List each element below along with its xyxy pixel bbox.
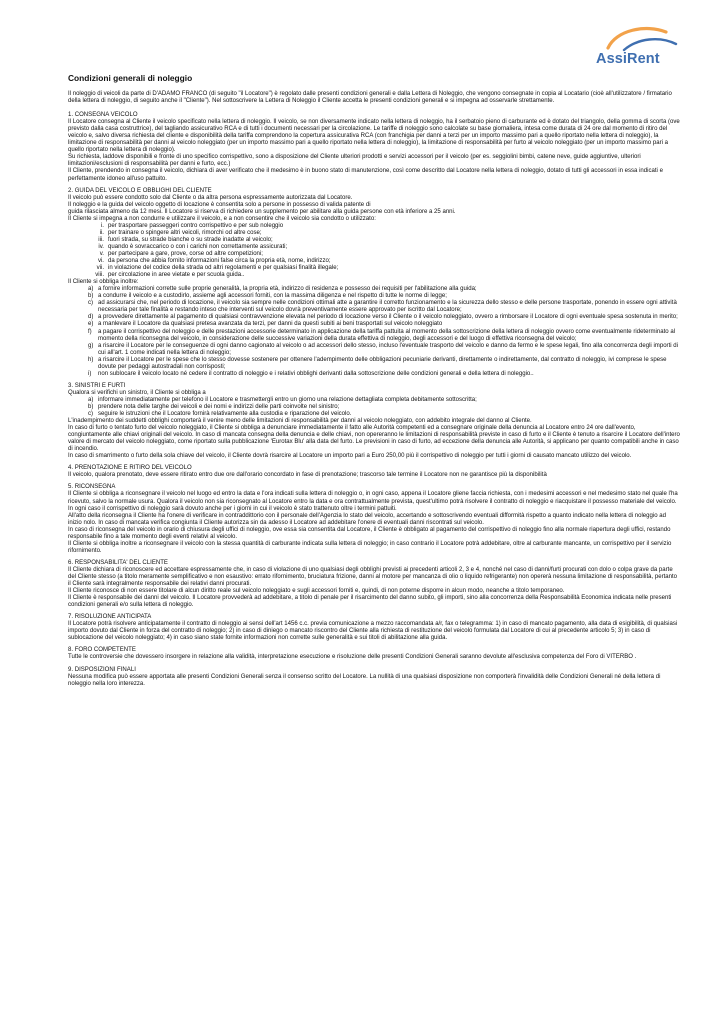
list-marker: c)	[88, 300, 94, 307]
list-text: ad assicurarsi che, nel periodo di locazione, il veicolo sia sempre nelle condizioni ottimali atte a garantire il corretto funzionamento e la sicurezza dello stesso e delle persone trasportate, ponendo in essere ogni attività necessaria per tale finalità e restando inteso che interventi sul veicolo dovrà preventivamente essere approvato per iscritto dal Locatore;	[98, 300, 677, 314]
list-text: per trasportare passeggeri contro corrispettivo e per sub noleggio	[108, 222, 284, 229]
list-item	[68, 237, 680, 244]
list-item	[68, 300, 680, 314]
list-marker: b)	[88, 293, 94, 300]
list-item	[68, 397, 680, 404]
list-marker: ii.	[99, 229, 104, 236]
list-item	[68, 404, 680, 411]
list-marker: c)	[88, 411, 94, 418]
document-body	[68, 73, 680, 688]
list-text: prendere nota delle targhe dei veicoli e dei nomi e indirizzi delle parti coinvolte nel sinistro;	[98, 403, 340, 410]
list-text: non sublocare il veicolo locato né cedere il contratto di noleggio e i relativi obblighi derivanti dalla sottoscrizione delle condizioni generali e della lettera di noleggio..	[98, 370, 534, 377]
list-text: quando è sovraccarico o con i carichi non correttamente assicurati;	[108, 243, 288, 250]
section-6-p2: Il Cliente riconosce di non essere titolare di alcun diritto reale sul veicolo noleggiato e sugli accessori forniti e, quindi, di non poterne disporre in alcun modo, neanche a titolo temporaneo.	[68, 588, 565, 595]
list-marker: viii.	[95, 272, 104, 279]
list-item	[68, 411, 680, 418]
section-4-p1: Il veicolo, qualora prenotato, deve essere ritirato entro due ore dall'orario concordato in fase di prenotazione; trascorso tale termine il Locatore non ne garantisce più la disponibilità	[68, 472, 547, 479]
section-3-p3: In caso di smarrimento o furto della sola chiave del veicolo, il Cliente dovrà risarcire al Locatore un importo pari a Euro 250,00 più il corrispettivo di noleggio per tutti i giorni di causato mancato utilizzo del veicolo.	[68, 453, 632, 460]
list-item	[68, 251, 680, 258]
list-marker: g)	[88, 342, 94, 349]
list-marker: d)	[88, 314, 94, 321]
list-text: a pagare il corrispettivo del noleggio e delle prestazioni accessorie determinato in applicazione della tariffa pattuita al momento della sottoscrizione della lettera di noleggio ovvero come eventualmente rideterminato al momento della riconsegna del veicolo, in considerazione delle successive variazioni della durata effettiva di noleggio, degli accessori e del luogo di effettiva riconsegna del veicolo;	[98, 328, 676, 342]
section-1-p1: Il Locatore consegna al Cliente il veicolo specificato nella lettera di noleggio. Il veicolo, se non diversamente indicato nella lettera di noleggio, ha il serbatoio pieno di carburante ed è dotato del triangolo, della gomma di scorta (ove previsto dalla casa costruttrice), del tagliando assicurativo RCA e di tutti i documenti necessari per la circolazione. Le tariffe di noleggio sono calcolate su base giornaliera, intesa come durata di 24 ore dal momento di ritiro del veicolo e, salvo diversa richiesta del cliente e disponibilità della tariffa comprendono la copertura assicurativa RCA (con franchigia per danni a terzi per un importo massimo pari a quello riportato nella lettera di noleggio), la limitazione di responsabilità per danni al veicolo noleggiato (per un importo massimo pari a quello riportato nella lettera di noleggio), la limitazione di responsabilità per furto al veicolo noleggiato (per un importo massimo pari a quello riportato nella lettera di noleggio).	[68, 119, 680, 154]
list-item	[68, 343, 680, 357]
list-item	[68, 329, 680, 343]
section-2-line2: Il noleggio e la guida del veicolo oggetto di locazione è consentita solo a persone in possesso di valida patente di	[68, 201, 371, 208]
list-item	[68, 293, 680, 300]
list-item	[68, 230, 680, 237]
section-4-title: 4. PRENOTAZIONE E RITIRO DEL VEICOLO	[68, 465, 192, 472]
list-item	[68, 286, 680, 293]
section-2-roman-list	[68, 223, 680, 279]
list-text: a fornire informazioni corrette sulle proprie generalità, la propria età, indirizzo di residenza e possesso dei requisiti per l'abilitazione alla guida;	[98, 286, 477, 293]
list-marker: e)	[88, 321, 94, 328]
logo-arc-blue	[624, 39, 676, 50]
list-marker: vi.	[97, 258, 104, 265]
list-item	[68, 244, 680, 251]
section-3-p2: In caso di furto o tentato furto del veicolo noleggiato, il Cliente si obbliga a denunciare immediatamente il fatto alle Autorità competenti ed a consegnare originale della denuncia al Locatore entro 24 ore dall'evento, congiuntamente alle chiavi originali del veicolo. In caso di mancata consegna della denuncia e delle chiavi, non opereranno le limitazioni di responsabilità previste in caso di furto e il Cliente è tenuto a risarcire il Locatore dell'intero valore di mercato del veicolo noleggiato, come riportato sulla pubblicazione 'Eurotax Blu' alla data del furto. Le previsioni in caso di furto, ad eccezione della denuncia alle Autorità, si applicano per quanto compatibili anche in caso di incendio.	[68, 425, 680, 453]
list-marker: v.	[99, 250, 104, 257]
section-9-p1: Nessuna modifica può essere apportata alle presenti Condizioni Generali senza il consenso scritto del Locatore. La nullità di una qualsiasi disposizione non comporterà l'invalidità delle Condizioni Generali né della lettera di noleggio nella loro interezza.	[68, 673, 661, 687]
section-2-letter-list	[68, 286, 680, 378]
section-8-p1: Tutte le controversie che dovessero insorgere in relazione alla validità, interpretazione esecuzione e risoluzione delle presenti Condizioni Generali saranno devolute all'esclusiva competenza del Foro di VITERBO .	[68, 654, 637, 661]
section-2-line1: Il veicolo può essere condotto solo dal Cliente o da altra persona espressamente autorizzata dal Locatore.	[68, 194, 353, 201]
section-1-p2: Su richiesta, laddove disponibili e fronte di uno specifico corrispettivo, sono a disposizione del Cliente ulteriori prodotti e servizi accessori per il veicolo (per es. seggiolini bimbi, catene neve, guide aggiuntive, ulteriori limitazioni/esclusioni di responsabilità per danni e furto, ecc.)	[68, 154, 641, 168]
section-5-p1: Il Cliente si obbliga a riconsegnare il veicolo nel luogo ed entro la data e l'ora indicati sulla lettera di noleggio o, in ogni caso, appena il Locatore gliene faccia richiesta, con i medesimi accessori e nel medesimo stato nel quale l'ha ricevuto, salvo la normale usura. Qualora il veicolo non sia riconsegnato al Locatore entro la data e ora contrattualmente prevista, quest'ultimo potrà risolvere il contratto di noleggio e riacquistare il possesso materiale del veicolo. In ogni caso il corrispettivo di noleggio sarà dovuto anche per i giorni in cui il veicolo è stato trattenuto oltre i termini pattuiti.	[68, 491, 678, 512]
section-3-letter-list	[68, 397, 680, 418]
section-6-p1: Il Cliente dichiara di riconoscere ed accettare espressamente che, in caso di violazione di uno qualsiasi degli obblighi previsti ai precedenti articoli 2, 3 e 4, nonché nel caso di danni/furti procurati con dolo o colpa grave da parte del Cliente stesso (a titolo meramente semplificativo e non esaustivo: errato rifornimento, bruciatura frizione, danni al motore per mancanza di olio o liquido refrigerante) non opererà nessuna limitazione di responsabilità, pertanto il Cliente sarà integralmente responsabile dei relativi danni procurati.	[68, 566, 678, 588]
list-text: seguire le istruzioni che il Locatore fornirà relativamente alla custodia e riparazione del veicolo.	[98, 411, 352, 418]
section-9-title: 9. DISPOSIZIONI FINALI	[68, 666, 136, 673]
section-2-line5: Il Cliente si obbliga inoltre:	[68, 279, 139, 286]
section-3-line1: Qualora si verifichi un sinistro, il Cliente si obbliga a	[68, 389, 206, 396]
section-7-p1: Il Locatore potrà risolvere anticipatamente il contratto di noleggio ai sensi dell'art 1456 c.c. previa comunicazione a mezzo raccomandata a/r, fax o telegramma: 1) in caso di mancato pagamento, alla data di esigibilità, di qualsiasi importo dovuto dal Cliente in forza del contratto di noleggio; 2) in caso di diniego o mancato riscontro del Cliente alla richiesta di restituzione del veicolo formulata dal Locatore di cui al precedente articolo 5; 3) in caso di sublocazione del veicolo noleggiato; 4) in caso siano state fornite informazioni non corrette sulle generalità e sui titoli di abilitazione alla guida.	[68, 621, 678, 642]
section-2-line3: guida rilasciata almeno da 12 mesi. Il Locatore si riserva di richiedere un supplemento per abilitare alla guida persone con età inferiore a 25 anni.	[68, 208, 456, 215]
list-item	[68, 223, 680, 230]
list-text: a provvedere direttamente al pagamento di qualsiasi contravvenzione elevata nel periodo di locazione verso il Cliente o il veicolo noleggiato, ovvero a rimborsare il Locatore di ogni eventuale spesa sostenuta in merito;	[98, 314, 678, 321]
list-marker: a)	[88, 396, 94, 403]
list-item	[68, 357, 680, 371]
list-text: per trainare o spingere altri veicoli, rimorchi od altre cose;	[108, 229, 262, 236]
list-item	[68, 265, 680, 272]
list-marker: b)	[88, 403, 94, 410]
section-1-p3: Il Cliente, prendendo in consegna il veicolo, dichiara di aver verificato che il medesimo è in buono stato di manutenzione, così come descritto dal Locatore nella lettera di noleggio, dotato di tutti gli accessori in essa indicati e perfettamente idoneo all'uso pattuito.	[68, 168, 663, 182]
section-3-p1: L'inadempimento dei suddetti obblighi comporterà il venire meno delle limitazioni di responsabilità per danni al veicolo noleggiato, con addebito integrale del danno al Cliente.	[68, 418, 532, 425]
list-text: a risarcire il Locatore per le spese che lo stesso dovesse sostenere per ottenere l'adempimento delle obbligazioni pecuniarie derivanti, direttamente o indirettamente, dal contratto di noleggio, ivi comprese le spese dovute per pedaggi autostradali non corrisposti;	[98, 356, 667, 370]
list-marker: a)	[88, 286, 94, 293]
list-text: da persona che abbia fornito informazioni false circa la propria età, nome, indirizzo;	[108, 258, 331, 265]
list-marker: vii.	[96, 265, 104, 272]
list-marker: h)	[88, 356, 94, 363]
list-text: informare immediatamente per telefono il Locatore e trasmettergli entro un giorno una relazione dettagliata completa debitamente sottoscritta;	[98, 396, 477, 403]
list-item	[68, 272, 680, 279]
section-5-p4: Il Cliente si obbliga inoltre a riconsegnare il veicolo con la stessa quantità di carburante indicata sulla lettera di noleggio; in caso contrario il Locatore potrà addebitare, oltre al carburante mancante, un corrispettivo per il servizio rifornimento.	[68, 540, 672, 554]
list-marker: iii.	[98, 236, 104, 243]
list-text: a risarcire il Locatore per le conseguenze di ogni danno cagionato al veicolo o ad accessori dello stesso, incluso l'eventuale trasporto del veicolo e danno da fermo e le spese legali, fino alla concorrenza degli importi di cui all'art. 1 come indicati nella lettera di noleggio;	[98, 342, 678, 356]
section-5-p2: All'atto della riconsegna il Cliente ha l'onere di verificare in contraddittorio con il personale dell'Agenzia lo stato del veicolo, accertando e sottoscrivendo eventuali difformità rispetto a quanto indicato nella lettera di noleggio ad inizio nolo. In caso di mancata verifica congiunta il Cliente autorizza sin da adesso il Locatore ad addebitare l'onere di eventuali danni riscontrati sul veicolo.	[68, 512, 666, 526]
list-text: a condurre il veicolo e a custodirlo, assieme agli accessori forniti, con la massima diligenza e nel rispetto di tutte le norme di legge;	[98, 293, 447, 300]
list-text: per circolazione in aree vietate e per scuola guida..	[108, 272, 245, 279]
list-text: fuori strada, su strade bianche o su strade inadatte al veicolo;	[108, 236, 273, 243]
section-8-title: 8. FORO COMPETENTE	[68, 647, 136, 654]
section-2-line4: Il Cliente si impegna a non condurre e utilizzare il veicolo, e a non consentire che il veicolo sia condotto o utilizzato:	[68, 215, 376, 222]
list-text: in violazione del codice della strada od altri regolamenti e per qualsiasi finalità illegale;	[108, 265, 339, 272]
section-5-title: 5. RICONSEGNA	[68, 484, 116, 491]
list-marker: iv.	[98, 243, 104, 250]
list-item	[68, 258, 680, 265]
section-7-title: 7. RISOLUZIONE ANTICIPATA	[68, 614, 152, 621]
list-text: a manlevare il Locatore da qualsiasi pretesa avanzata da terzi, per danni da questi subiti ai beni trasportati sul veicolo noleggiato	[98, 321, 443, 328]
section-5-p3: In caso di riconsegna del veicolo in orario di chiusura degli uffici di noleggio, ove essa sia consentita dal Locatore, il Cliente è obbligato al pagamento del corrispettivo di noleggio fino alla normale riapertura degli uffici, restando responsabile fino a tale momento degli eventi relativi al veicolo.	[68, 526, 671, 540]
list-marker: f)	[88, 328, 92, 335]
list-marker: i)	[88, 370, 92, 377]
logo-text: AssiRent	[596, 51, 660, 67]
section-1-title: 1. CONSEGNA VEICOLO	[68, 112, 138, 119]
section-2-title: 2. GUIDA DEL VEICOLO E OBBLIGHI DEL CLIENTE	[68, 187, 212, 194]
section-6-p3: Il Cliente è responsabile dei danni del veicolo. Il Locatore provvederà ad addebitare, a titolo di penale per il risarcimento del danno subito, gli importi, sino alla concorrenza della Responsabilità Economica indicata nelle presenti condizioni generali e/o sulla lettera di noleggio.	[68, 595, 672, 609]
list-item	[68, 371, 680, 378]
document-title: Condizioni generali di noleggio	[68, 73, 193, 83]
intro-paragraph: Il noleggio di veicoli da parte di D'ADAMO FRANCO (di seguito "il Locatore") è regolato dalle presenti condizioni generali e dalla Lettera di Noleggio, che vengono consegnate in copia al Locatario (cioè all'utilizzatore / firmatario della lettera di noleggio, di seguito anche il "Cliente"). Nel sottoscrivere la Lettera di Noleggio il Cliente accetta le presenti condizioni generali e si impegna ad osservarle strettamente.	[68, 91, 672, 105]
section-6-title: 6. RESPONSABILITA' DEL CLIENTE	[68, 559, 168, 566]
section-3-title: 3. SINISTRI E FURTI	[68, 382, 126, 389]
list-text: per partecipare a gare, prove, corse od altre competizioni;	[108, 250, 263, 257]
list-marker: i.	[100, 222, 104, 229]
list-item	[68, 314, 680, 321]
list-item	[68, 321, 680, 328]
